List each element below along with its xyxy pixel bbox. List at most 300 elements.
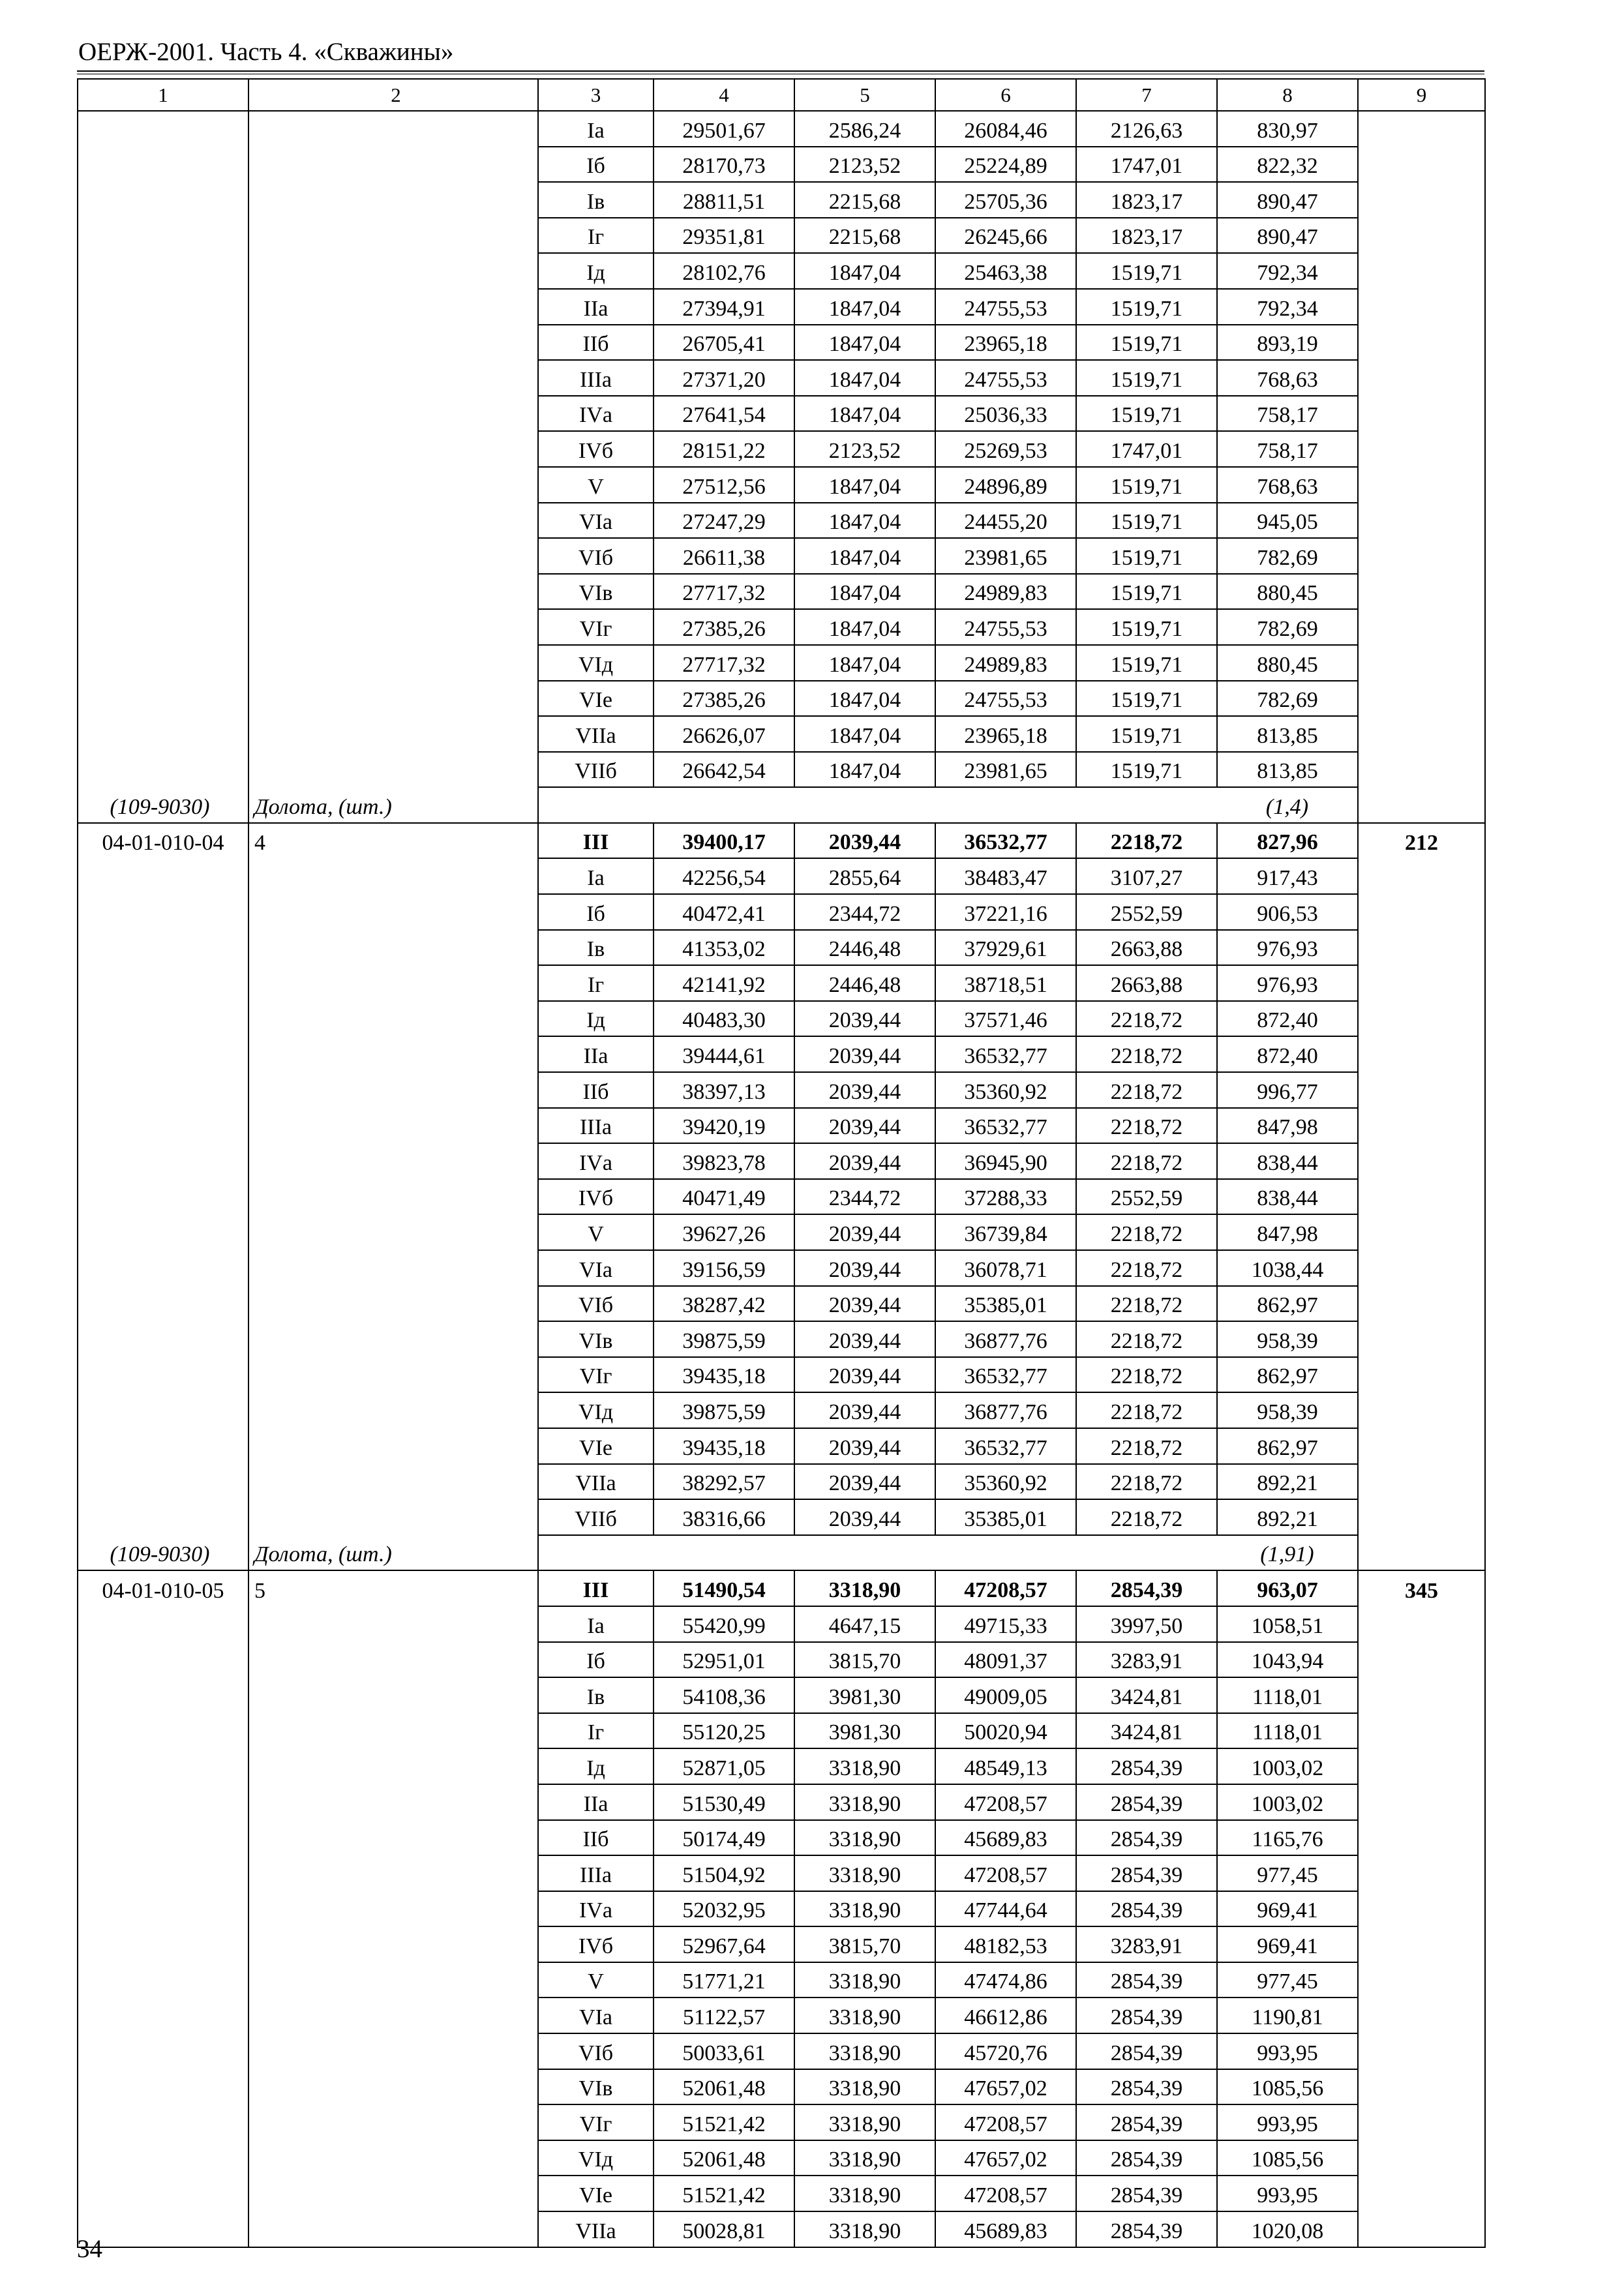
- table-cell: 768,63: [1217, 467, 1358, 503]
- empty-cell: [78, 609, 248, 645]
- table-cell: 39435,18: [654, 1357, 794, 1393]
- empty-cell: [78, 1748, 248, 1784]
- table-cell: 890,47: [1217, 218, 1358, 254]
- table-cell: 2039,44: [794, 1250, 935, 1286]
- table-cell: 52871,05: [654, 1748, 794, 1784]
- table-cell: 1823,17: [1076, 218, 1217, 254]
- table-cell: 27247,29: [654, 503, 794, 539]
- table-cell: 813,85: [1217, 716, 1358, 752]
- empty-cell: [248, 609, 538, 645]
- table-cell: 847,98: [1217, 1214, 1358, 1250]
- table-cell: 3107,27: [1076, 858, 1217, 894]
- empty-cell: [1358, 2176, 1485, 2211]
- zone-label: Iб: [538, 1642, 654, 1678]
- table-cell: 38316,66: [654, 1499, 794, 1535]
- table-cell: 1847,04: [794, 681, 935, 717]
- column-header: 5: [794, 79, 935, 111]
- table-cell: 1847,04: [794, 503, 935, 539]
- zone-label: VIг: [538, 2104, 654, 2140]
- table-cell: 38483,47: [935, 858, 1076, 894]
- table-cell: 2039,44: [794, 1108, 935, 1144]
- empty-cell: [78, 681, 248, 717]
- empty-cell: [78, 396, 248, 432]
- zone-label: Iг: [538, 218, 654, 254]
- table-cell: 880,45: [1217, 574, 1358, 610]
- table-cell: 50020,94: [935, 1713, 1076, 1749]
- empty-cell: [1358, 1535, 1485, 1571]
- section-main-row: [78, 1570, 1485, 1606]
- table-cell: 2039,44: [794, 1464, 935, 1500]
- table-cell: 2218,72: [1076, 1214, 1217, 1250]
- zone-label: Iв: [538, 930, 654, 966]
- empty-cell: [78, 1392, 248, 1428]
- table-cell: 1847,04: [794, 325, 935, 361]
- empty-cell: [1358, 894, 1485, 930]
- table-cell: 1043,94: [1217, 1642, 1358, 1678]
- table-row: [78, 1784, 1485, 1820]
- table-cell: 1519,71: [1076, 538, 1217, 574]
- table-cell: 1519,71: [1076, 253, 1217, 289]
- table-cell: 3318,90: [794, 1820, 935, 1856]
- table-cell: 24755,53: [935, 289, 1076, 325]
- zone-label: IIа: [538, 289, 654, 325]
- table-cell: 1519,71: [1076, 325, 1217, 361]
- zone-label: Iб: [538, 894, 654, 930]
- empty-cell: [248, 1855, 538, 1891]
- empty-cell: [1358, 538, 1485, 574]
- empty-cell: [1358, 1286, 1485, 1322]
- table-cell: 47208,57: [935, 2176, 1076, 2211]
- table-cell: 52951,01: [654, 1642, 794, 1678]
- table-cell: 3283,91: [1076, 1926, 1217, 1962]
- table-cell: III: [538, 823, 654, 859]
- table-cell: 2855,64: [794, 858, 935, 894]
- table-cell: 917,43: [1217, 858, 1358, 894]
- empty-cell: [1358, 1820, 1485, 1856]
- empty-cell: [78, 2069, 248, 2105]
- zone-label: Iб: [538, 147, 654, 183]
- header-rule: [77, 70, 1484, 72]
- table-cell: 792,34: [1217, 289, 1358, 325]
- empty-cell: [78, 1642, 248, 1678]
- empty-cell: [78, 1428, 248, 1464]
- table-cell: 3318,90: [794, 1997, 935, 2033]
- empty-cell: [78, 2176, 248, 2211]
- zone-label: V: [538, 1214, 654, 1250]
- zone-label: VIа: [538, 1997, 654, 2033]
- empty-cell: [1358, 1677, 1485, 1713]
- empty-cell: [1358, 431, 1485, 467]
- empty-cell: [78, 2104, 248, 2140]
- empty-cell: [794, 1535, 935, 1571]
- empty-cell: [78, 147, 248, 183]
- table-cell: 1847,04: [794, 467, 935, 503]
- table-cell: 39400,17: [654, 823, 794, 859]
- table-cell: 54108,36: [654, 1677, 794, 1713]
- empty-cell: [248, 1036, 538, 1072]
- zone-label: VIб: [538, 538, 654, 574]
- table-cell: 2039,44: [794, 1321, 935, 1357]
- table-row: [78, 1214, 1485, 1250]
- table-cell: 50028,81: [654, 2211, 794, 2247]
- zone-label: VIIа: [538, 1464, 654, 1500]
- empty-cell: [78, 253, 248, 289]
- column-header: 7: [1076, 79, 1217, 111]
- empty-cell: [1358, 1001, 1485, 1037]
- empty-cell: [248, 1143, 538, 1179]
- empty-cell: [78, 716, 248, 752]
- empty-cell: [78, 894, 248, 930]
- zone-label: VIб: [538, 2033, 654, 2069]
- table-cell: 38292,57: [654, 1464, 794, 1500]
- table-cell: 27641,54: [654, 396, 794, 432]
- table-cell: 906,53: [1217, 894, 1358, 930]
- table-cell: 847,98: [1217, 1108, 1358, 1144]
- empty-cell: [1358, 1748, 1485, 1784]
- table-cell: 50174,49: [654, 1820, 794, 1856]
- table-cell: 2039,44: [794, 1499, 935, 1535]
- table-cell: 3815,70: [794, 1926, 935, 1962]
- empty-cell: [78, 1001, 248, 1037]
- table-cell: 2552,59: [1076, 1179, 1217, 1215]
- empty-cell: [78, 1997, 248, 2033]
- table-row: [78, 1286, 1485, 1322]
- table-cell: 782,69: [1217, 681, 1358, 717]
- table-cell: 1519,71: [1076, 289, 1217, 325]
- empty-cell: [1358, 2033, 1485, 2069]
- empty-cell: [248, 1997, 538, 2033]
- table-cell: 1747,01: [1076, 147, 1217, 183]
- table-cell: 1847,04: [794, 538, 935, 574]
- table-cell: 4647,15: [794, 1606, 935, 1642]
- table-cell: 2586,24: [794, 111, 935, 147]
- empty-cell: [78, 1677, 248, 1713]
- table-row: [78, 1677, 1485, 1713]
- table-cell: 1847,04: [794, 574, 935, 610]
- empty-cell: [248, 182, 538, 218]
- empty-cell: [78, 538, 248, 574]
- table-cell: 28811,51: [654, 182, 794, 218]
- empty-cell: [1358, 1642, 1485, 1678]
- table-cell: 3981,30: [794, 1677, 935, 1713]
- table-row: [78, 858, 1485, 894]
- zone-label: IVа: [538, 1891, 654, 1927]
- table-row: [78, 111, 1485, 147]
- table-cell: 51504,92: [654, 1855, 794, 1891]
- table-cell: 1847,04: [794, 645, 935, 681]
- empty-cell: [78, 1179, 248, 1215]
- zone-label: Iд: [538, 1001, 654, 1037]
- zone-label: VIд: [538, 645, 654, 681]
- empty-cell: [1358, 147, 1485, 183]
- table-cell: 1020,08: [1217, 2211, 1358, 2247]
- table-row: [78, 1428, 1485, 1464]
- empty-cell: [248, 930, 538, 966]
- empty-cell: [78, 1855, 248, 1891]
- table-cell: 3318,90: [794, 2069, 935, 2105]
- table-cell: 2039,44: [794, 1392, 935, 1428]
- table-cell: 2218,72: [1076, 1428, 1217, 1464]
- table-cell: 2854,39: [1076, 1997, 1217, 2033]
- note-code: (109-9030): [78, 1535, 248, 1571]
- table-cell: 37929,61: [935, 930, 1076, 966]
- zone-label: IIб: [538, 1820, 654, 1856]
- table-cell: 27394,91: [654, 289, 794, 325]
- empty-cell: [248, 858, 538, 894]
- table-cell: 2854,39: [1076, 2069, 1217, 2105]
- table-cell: 945,05: [1217, 503, 1358, 539]
- table-cell: 51771,21: [654, 1962, 794, 1998]
- empty-cell: [1358, 930, 1485, 966]
- table-cell: 1118,01: [1217, 1677, 1358, 1713]
- zone-label: VIг: [538, 609, 654, 645]
- table-cell: 48549,13: [935, 1748, 1076, 1784]
- empty-cell: [1358, 1428, 1485, 1464]
- table-cell: 26642,54: [654, 752, 794, 788]
- table-cell: 2854,39: [1076, 1784, 1217, 1820]
- empty-cell: [78, 111, 248, 147]
- table-cell: 3997,50: [1076, 1606, 1217, 1642]
- empty-cell: [1358, 503, 1485, 539]
- table-cell: 2552,59: [1076, 894, 1217, 930]
- table-cell: 2854,39: [1076, 2140, 1217, 2176]
- zone-label: IIIа: [538, 1108, 654, 1144]
- table-body: [78, 79, 1485, 2247]
- empty-cell: [1358, 1214, 1485, 1250]
- table-cell: 2854,39: [1076, 1855, 1217, 1891]
- table-row: [78, 1926, 1485, 1962]
- empty-cell: [248, 1642, 538, 1678]
- empty-cell: [1358, 2104, 1485, 2140]
- zone-label: VIIа: [538, 2211, 654, 2247]
- table-cell: 28102,76: [654, 253, 794, 289]
- table-cell: 1003,02: [1217, 1748, 1358, 1784]
- table-cell: 827,96: [1217, 823, 1358, 859]
- empty-cell: [1358, 609, 1485, 645]
- table-row: [78, 894, 1485, 930]
- table-cell: 1747,01: [1076, 431, 1217, 467]
- empty-cell: [248, 1108, 538, 1144]
- empty-cell: [78, 1784, 248, 1820]
- table-cell: 2039,44: [794, 1143, 935, 1179]
- table-row: [78, 1321, 1485, 1357]
- table-cell: 27371,20: [654, 360, 794, 396]
- zone-label: Iг: [538, 1713, 654, 1749]
- empty-cell: [1358, 965, 1485, 1001]
- table-cell: 3424,81: [1076, 1677, 1217, 1713]
- empty-cell: [1076, 1535, 1217, 1571]
- table-row: [78, 1820, 1485, 1856]
- table-row: [78, 681, 1485, 717]
- empty-cell: [1358, 752, 1485, 788]
- table-cell: 892,21: [1217, 1464, 1358, 1500]
- table-cell: 822,32: [1217, 147, 1358, 183]
- empty-cell: [78, 1713, 248, 1749]
- table-cell: 24755,53: [935, 360, 1076, 396]
- empty-cell: [78, 1108, 248, 1144]
- empty-cell: [1358, 1606, 1485, 1642]
- section-main-row: [78, 823, 1485, 859]
- empty-cell: [248, 289, 538, 325]
- empty-cell: [1358, 1036, 1485, 1072]
- empty-cell: [935, 787, 1076, 823]
- empty-cell: [1358, 1997, 1485, 2033]
- table-cell: 813,85: [1217, 752, 1358, 788]
- empty-cell: [1358, 2140, 1485, 2176]
- table-cell: 2854,39: [1076, 2033, 1217, 2069]
- empty-cell: [78, 2033, 248, 2069]
- empty-cell: [1358, 1464, 1485, 1500]
- zone-label: VIа: [538, 503, 654, 539]
- column-header: 3: [538, 79, 654, 111]
- table-cell: 2218,72: [1076, 1072, 1217, 1108]
- table-cell: 969,41: [1217, 1926, 1358, 1962]
- table-cell: 36532,77: [935, 1036, 1076, 1072]
- table-cell: 49009,05: [935, 1677, 1076, 1713]
- empty-cell: [1358, 396, 1485, 432]
- empty-cell: [794, 787, 935, 823]
- table-cell: 23981,65: [935, 538, 1076, 574]
- zone-label: Iг: [538, 965, 654, 1001]
- table-cell: 51122,57: [654, 1997, 794, 2033]
- table-row: [78, 1357, 1485, 1393]
- table-cell: 2039,44: [794, 1001, 935, 1037]
- table-cell: 1519,71: [1076, 360, 1217, 396]
- zone-label: VIа: [538, 1250, 654, 1286]
- section-name: 5: [248, 1570, 538, 1606]
- zone-label: VIв: [538, 1321, 654, 1357]
- zone-label: IIа: [538, 1784, 654, 1820]
- table-cell: 996,77: [1217, 1072, 1358, 1108]
- empty-cell: [78, 2211, 248, 2247]
- table-cell: 212: [1358, 823, 1485, 859]
- table-cell: 892,21: [1217, 1499, 1358, 1535]
- page-number: 34: [77, 2235, 102, 2263]
- page-header: [77, 37, 1484, 74]
- table-cell: 977,45: [1217, 1855, 1358, 1891]
- table-cell: 2218,72: [1076, 1464, 1217, 1500]
- zone-label: VIе: [538, 1428, 654, 1464]
- table-row: [78, 965, 1485, 1001]
- table-cell: 2218,72: [1076, 1143, 1217, 1179]
- empty-cell: [248, 253, 538, 289]
- zone-label: VIв: [538, 574, 654, 610]
- table-cell: 1847,04: [794, 289, 935, 325]
- table-row: [78, 1072, 1485, 1108]
- empty-cell: [78, 431, 248, 467]
- table-cell: 39823,78: [654, 1143, 794, 1179]
- table-row: [78, 1036, 1485, 1072]
- section-code: 04-01-010-04: [78, 823, 248, 859]
- table-cell: 1519,71: [1076, 467, 1217, 503]
- table-cell: 2344,72: [794, 894, 935, 930]
- zone-label: IIIа: [538, 1855, 654, 1891]
- note-value: (1,4): [1217, 787, 1358, 823]
- table-cell: 993,95: [1217, 2033, 1358, 2069]
- table-cell: 1165,76: [1217, 1820, 1358, 1856]
- zone-label: V: [538, 1962, 654, 1998]
- table-cell: 1519,71: [1076, 645, 1217, 681]
- table-cell: 45689,83: [935, 1820, 1076, 1856]
- table-row: [78, 1108, 1485, 1144]
- table-cell: 1847,04: [794, 360, 935, 396]
- table-cell: 39444,61: [654, 1036, 794, 1072]
- table-cell: 29501,67: [654, 111, 794, 147]
- table-cell: 3815,70: [794, 1642, 935, 1678]
- table-cell: 2218,72: [1076, 1392, 1217, 1428]
- table-cell: 2218,72: [1076, 1286, 1217, 1322]
- table-row: [78, 2140, 1485, 2176]
- table-cell: 838,44: [1217, 1179, 1358, 1215]
- table-cell: 1519,71: [1076, 609, 1217, 645]
- empty-cell: [248, 645, 538, 681]
- table-row: [78, 2176, 1485, 2211]
- table-cell: 23965,18: [935, 716, 1076, 752]
- empty-cell: [654, 1535, 794, 1571]
- table-cell: 3318,90: [794, 1962, 935, 1998]
- table-cell: 792,34: [1217, 253, 1358, 289]
- table-cell: 2039,44: [794, 1286, 935, 1322]
- table-row: [78, 1464, 1485, 1500]
- table-row: [78, 2104, 1485, 2140]
- table-cell: 880,45: [1217, 645, 1358, 681]
- table-cell: 37288,33: [935, 1179, 1076, 1215]
- table-cell: 36532,77: [935, 1357, 1076, 1393]
- table-row: [78, 716, 1485, 752]
- table-cell: 862,97: [1217, 1286, 1358, 1322]
- table-cell: 27717,32: [654, 645, 794, 681]
- table-row: [78, 1179, 1485, 1215]
- table-row: [78, 218, 1485, 254]
- table-cell: 963,07: [1217, 1570, 1358, 1606]
- table-row: [78, 930, 1485, 966]
- table-cell: 3283,91: [1076, 1642, 1217, 1678]
- table-cell: 24989,83: [935, 574, 1076, 610]
- table-cell: 768,63: [1217, 360, 1358, 396]
- table-cell: 3318,90: [794, 2140, 935, 2176]
- empty-cell: [248, 574, 538, 610]
- table-cell: 52061,48: [654, 2140, 794, 2176]
- table-cell: 2039,44: [794, 1428, 935, 1464]
- empty-cell: [248, 360, 538, 396]
- empty-cell: [78, 1606, 248, 1642]
- table-cell: 1847,04: [794, 253, 935, 289]
- empty-cell: [248, 1748, 538, 1784]
- table-cell: 758,17: [1217, 396, 1358, 432]
- table-cell: 2039,44: [794, 1036, 935, 1072]
- empty-cell: [248, 1891, 538, 1927]
- note-name: Долота, (шт.): [248, 1535, 538, 1571]
- empty-cell: [78, 360, 248, 396]
- empty-cell: [1358, 467, 1485, 503]
- table-cell: 24896,89: [935, 467, 1076, 503]
- table-cell: 2854,39: [1076, 1748, 1217, 1784]
- empty-cell: [78, 1962, 248, 1998]
- table-cell: 39875,59: [654, 1392, 794, 1428]
- table-cell: 51521,42: [654, 2176, 794, 2211]
- table-cell: 35385,01: [935, 1499, 1076, 1535]
- table-cell: 28151,22: [654, 431, 794, 467]
- section-name: 4: [248, 823, 538, 859]
- table-cell: 890,47: [1217, 182, 1358, 218]
- table-cell: 51490,54: [654, 1570, 794, 1606]
- table-cell: 1003,02: [1217, 1784, 1358, 1820]
- empty-cell: [1358, 681, 1485, 717]
- empty-cell: [1358, 182, 1485, 218]
- table-cell: 27385,26: [654, 681, 794, 717]
- empty-cell: [248, 1713, 538, 1749]
- table-cell: 2446,48: [794, 965, 935, 1001]
